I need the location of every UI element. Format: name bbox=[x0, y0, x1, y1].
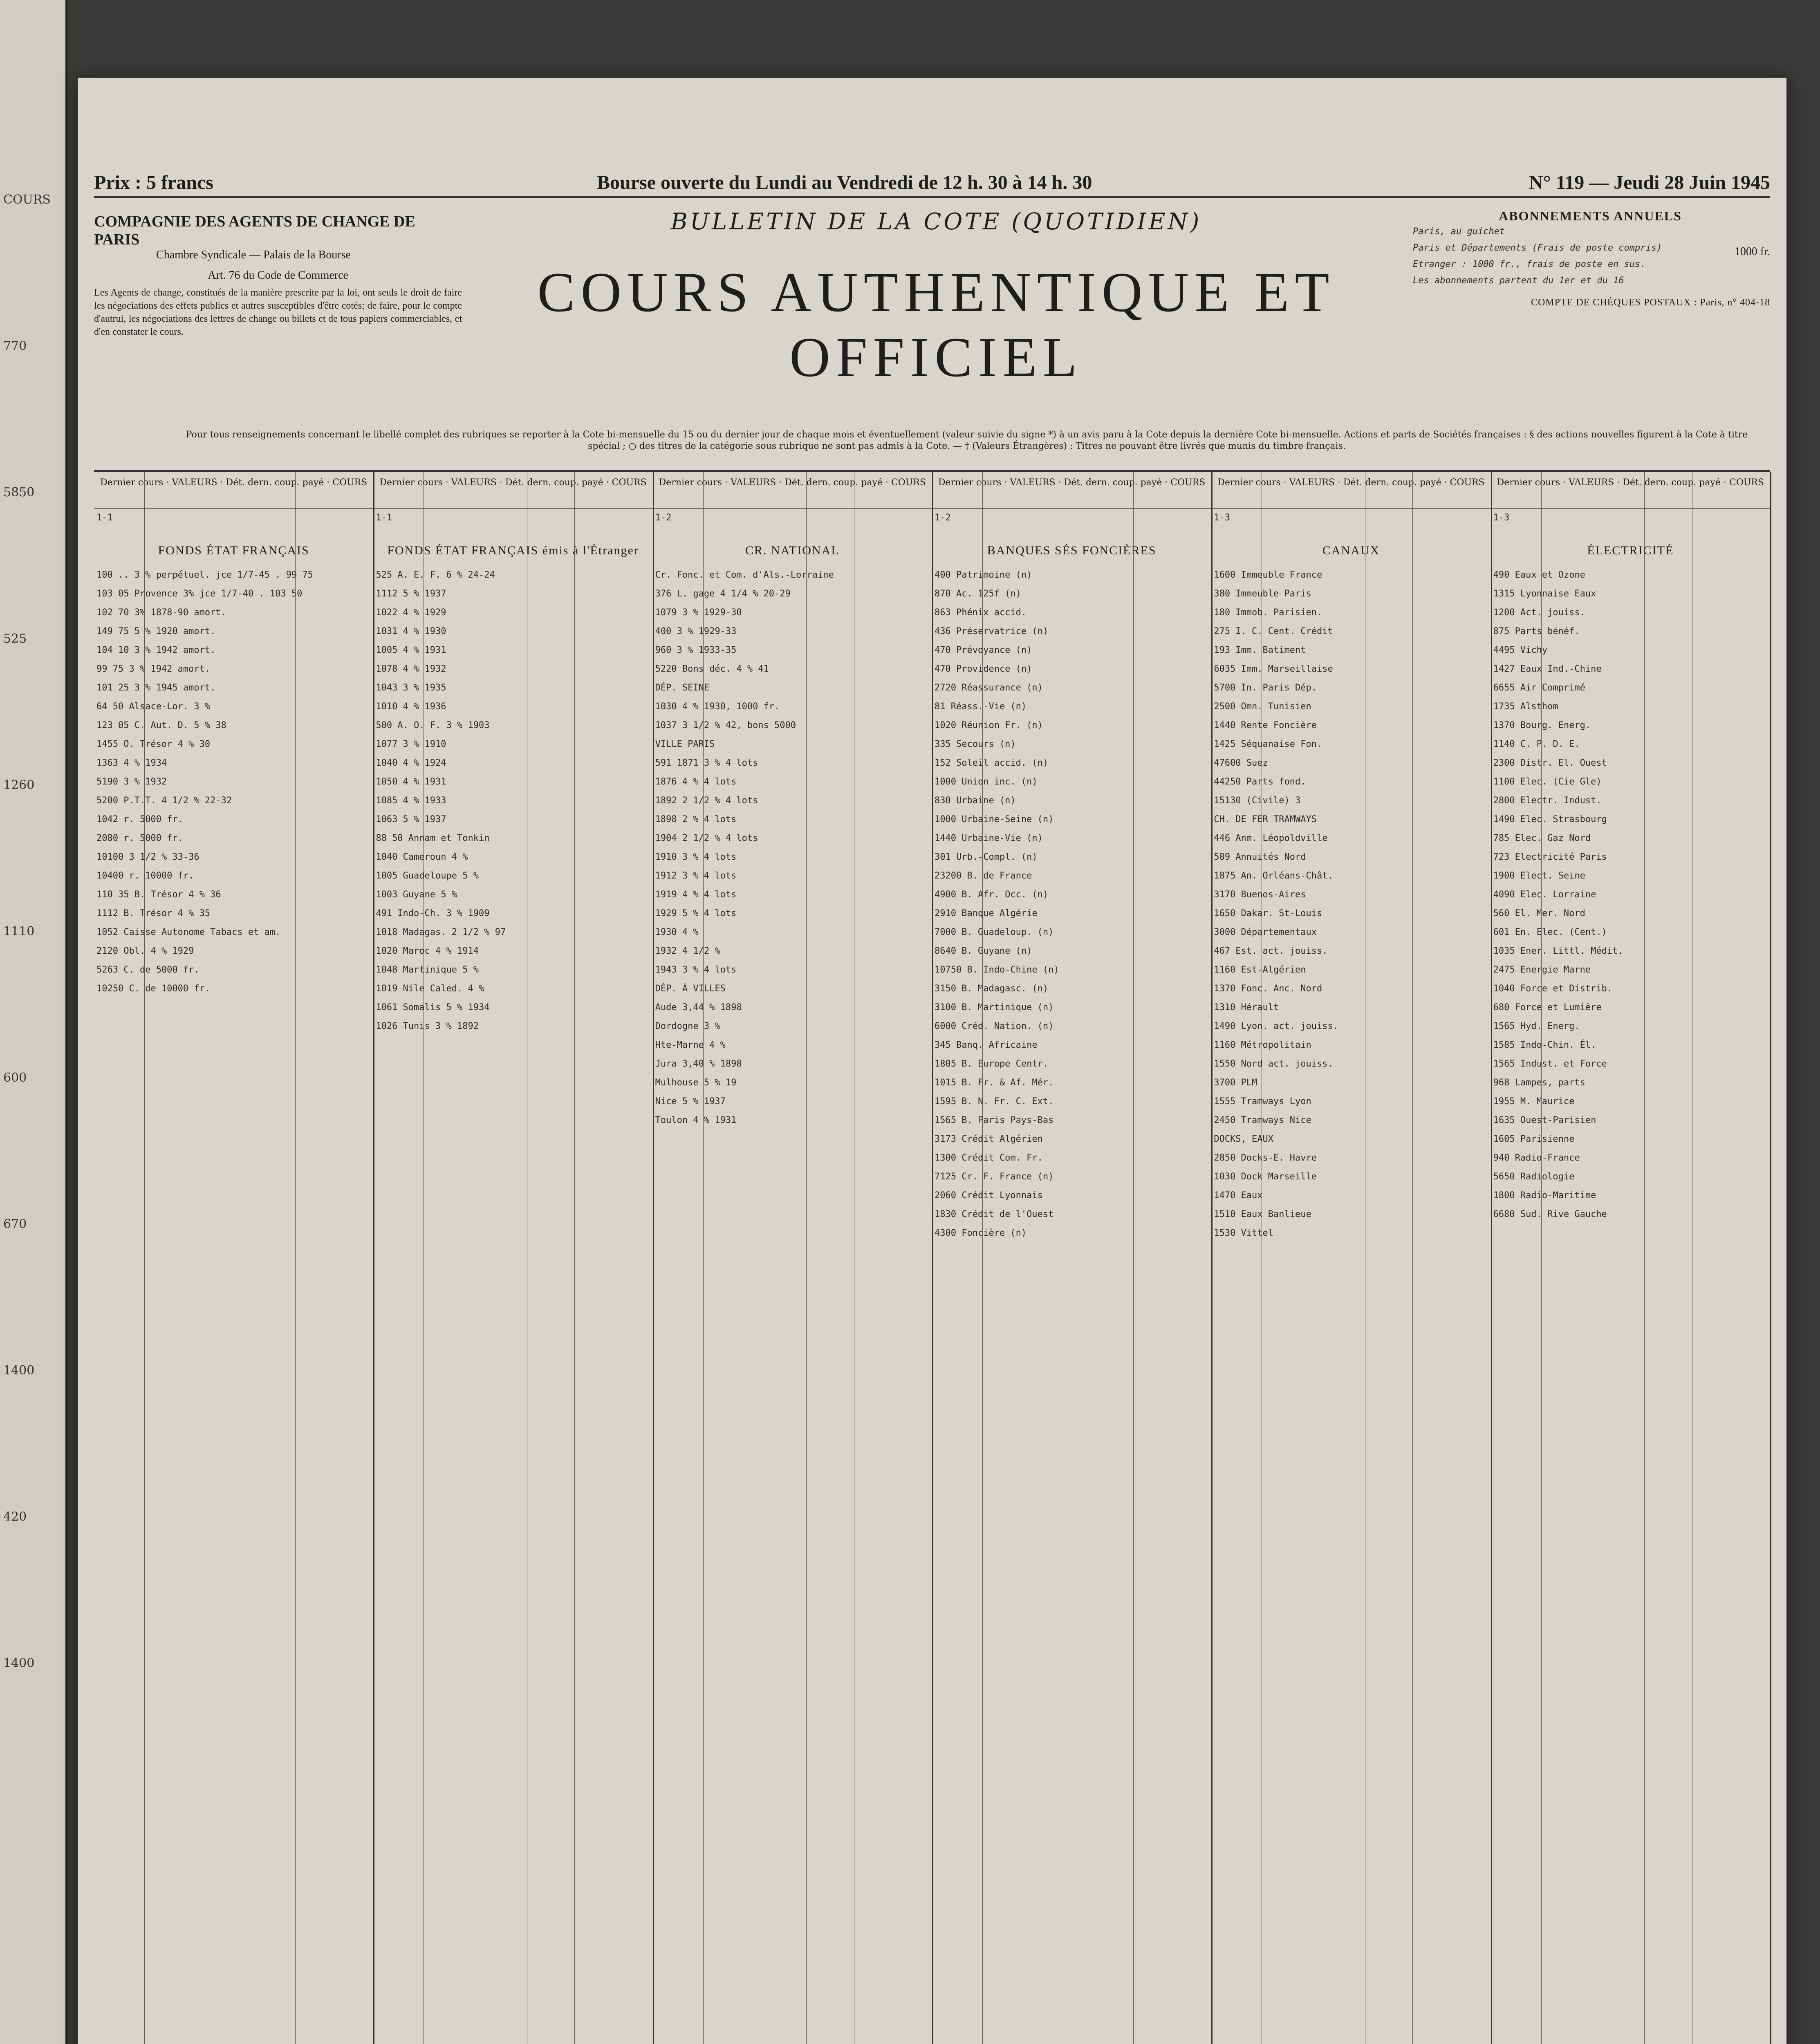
column-rule bbox=[1541, 472, 1542, 2044]
quote-row: 5190 3 % 1932 bbox=[96, 777, 167, 787]
quote-row: 123 05 C. Aut. D. 5 % 38 bbox=[96, 720, 226, 731]
quote-row: 1052 Caisse Autonome Tabacs et am. bbox=[96, 927, 281, 937]
quote-row: 470 Providence (n) bbox=[935, 664, 1032, 674]
quote-row: 2060 Crédit Lyonnais bbox=[935, 1190, 1043, 1201]
issue-number: N° 119 — Jeudi 28 Juin 1945 bbox=[1529, 172, 1770, 193]
strip-fragment: 1400 bbox=[3, 1656, 35, 1670]
strip-fragment: 770 bbox=[3, 339, 27, 353]
quote-row: 1010 4 % 1936 bbox=[376, 702, 446, 712]
column-header: Dernier cours · VALEURS · Dét. dern. coup. payé · COURS bbox=[94, 472, 373, 509]
quote-row: 110 35 B. Trésor 4 % 36 bbox=[96, 890, 221, 900]
section-heading: FONDS ÉTAT FRANÇAIS bbox=[158, 544, 309, 557]
quote-row: 1440 Rente Foncière bbox=[1214, 720, 1317, 731]
quote-row: 2300 Distr. El. Ouest bbox=[1493, 758, 1607, 768]
quote-row: 1455 O. Trésor 4 % 30 bbox=[96, 739, 211, 749]
quote-row: 1112 5 % 1937 bbox=[376, 589, 446, 599]
quote-row: 500 A. O. F. 3 % 1903 bbox=[376, 720, 490, 731]
quote-row: 1000 Union inc. (n) bbox=[935, 777, 1038, 787]
quote-row: 1892 2 1/2 % 4 lots bbox=[655, 796, 758, 806]
quote-row: 6000 Créd. Nation. (n) bbox=[935, 1021, 1054, 1031]
code-article: Art. 76 du Code de Commerce bbox=[208, 269, 348, 282]
quote-row: 2450 Tramways Nice bbox=[1214, 1115, 1311, 1125]
quote-row: 1565 B. Paris Pays-Bas bbox=[935, 1115, 1054, 1125]
quote-row: 1955 M. Maurice bbox=[1493, 1096, 1575, 1107]
quote-row: 3100 B. Martinique (n) bbox=[935, 1002, 1054, 1013]
quote-section bbox=[373, 472, 654, 2044]
code-text: Les Agents de change, constitués de la manière prescrite par la loi, ont seuls le droit de faire les négociations des effets publics et autres susceptibles d'être cotés; de faire, pour le compte d'autrui, les négociations des lettres de change ou billets et de tous papiers commerciables, et d'en constater le cours. bbox=[94, 287, 462, 337]
quote-row: 875 Parts bénéf. bbox=[1493, 626, 1580, 637]
quote-row: 4300 Foncière (n) bbox=[935, 1228, 1027, 1238]
quote-row: 103 05 Provence 3% jce 1/7-40 . 103 50 bbox=[96, 589, 303, 599]
quote-row: 1043 3 % 1935 bbox=[376, 683, 446, 693]
quote-row: 525 A. E. F. 6 % 24-24 bbox=[376, 570, 495, 580]
quote-row: 5650 Radiologie bbox=[1493, 1172, 1575, 1182]
section-code: 1-1 bbox=[96, 513, 113, 523]
cheques-account: COMPTE DE CHÈQUES POSTAUX : Paris, n° 404-18 bbox=[1531, 297, 1770, 308]
column-rule bbox=[1412, 472, 1413, 2044]
quote-row: 1876 4 % 4 lots bbox=[655, 777, 737, 787]
quote-row: 940 Radio-France bbox=[1493, 1153, 1580, 1163]
sub-paris: Paris, au guichet bbox=[1413, 226, 1505, 237]
quote-row: 6035 Imm. Marseillaise bbox=[1214, 664, 1333, 674]
quote-row: 680 Force et Lumière bbox=[1493, 1002, 1602, 1013]
quote-row: 1112 B. Trésor 4 % 35 bbox=[96, 908, 211, 919]
quote-row: DÉP. SEINE bbox=[655, 683, 710, 693]
quote-row: 301 Urb.-Compl. (n) bbox=[935, 852, 1038, 862]
quote-row: 8640 B. Guyane (n) bbox=[935, 946, 1032, 956]
quote-row: 960 3 % 1933-35 bbox=[655, 645, 737, 655]
quote-row: DÉP. À VILLES bbox=[655, 984, 726, 994]
section-code: 1-2 bbox=[655, 513, 672, 523]
quote-row: 1550 Nord act. jouiss. bbox=[1214, 1059, 1333, 1069]
strip-fragment: 420 bbox=[3, 1510, 27, 1524]
main-title: COURS AUTHENTIQUE ET OFFICIEL bbox=[537, 261, 1335, 388]
quote-row: 10250 C. de 10000 fr. bbox=[96, 984, 211, 994]
quote-row: 100 .. 3 % perpétuel. jce 1/7-45 . 99 75 bbox=[96, 570, 313, 580]
quote-row: VILLE PARIS bbox=[655, 739, 715, 749]
quote-row: 10750 B. Indo-Chine (n) bbox=[935, 965, 1059, 975]
strip-fragment: 670 bbox=[3, 1217, 27, 1231]
quote-row: 1370 Bourg. Energ. bbox=[1493, 720, 1591, 731]
quote-row: 1605 Parisienne bbox=[1493, 1134, 1575, 1144]
quote-row: 152 Soleil accid. (n) bbox=[935, 758, 1049, 768]
quote-row: 723 Electricité Paris bbox=[1493, 852, 1607, 862]
sub-foreign: Etranger : 1000 fr., frais de poste en sus. bbox=[1413, 259, 1646, 269]
strip-fragment: 525 bbox=[3, 632, 27, 646]
quote-row: 490 Eaux et Ozone bbox=[1493, 570, 1585, 580]
column-rule bbox=[1133, 472, 1134, 2044]
strip-fragment: COURS bbox=[3, 193, 51, 207]
strip-fragment: 600 bbox=[3, 1071, 27, 1085]
quote-section bbox=[653, 472, 933, 2044]
quote-row: 149 75 5 % 1920 amort. bbox=[96, 626, 216, 637]
column-rule bbox=[574, 472, 575, 2044]
quote-row: 1363 4 % 1934 bbox=[96, 758, 167, 768]
quote-row: 1100 Elec. (Cie Gle) bbox=[1493, 777, 1602, 787]
quote-row: 1315 Lyonnaise Eaux bbox=[1493, 589, 1596, 599]
quote-row: 1031 4 % 1930 bbox=[376, 626, 446, 637]
quote-row: 10400 r. 10000 fr. bbox=[96, 871, 194, 881]
quotes-grid bbox=[94, 470, 1770, 2044]
quote-row: 1005 4 % 1931 bbox=[376, 645, 446, 655]
newspaper-page bbox=[78, 78, 1786, 2044]
column-header: Dernier cours · VALEURS · Dét. dern. coup. payé · COURS bbox=[653, 472, 932, 509]
quote-row: 335 Secours (n) bbox=[935, 739, 1016, 749]
quote-row: 2720 Réassurance (n) bbox=[935, 683, 1043, 693]
quote-row: 2080 r. 5000 fr. bbox=[96, 833, 183, 843]
quote-row: 102 70 3% 1878-90 amort. bbox=[96, 607, 226, 618]
quote-row: 23200 B. de France bbox=[935, 871, 1032, 881]
sub-dept: Paris et Départements (Frais de poste compris) bbox=[1413, 243, 1662, 253]
quote-row: 1005 Guadeloupe 5 % bbox=[376, 871, 479, 881]
section-heading: BANQUES SÉS FONCIÈRES bbox=[987, 544, 1157, 557]
quote-row: 193 Imm. Batiment bbox=[1214, 645, 1306, 655]
quote-row: 560 El. Mer. Nord bbox=[1493, 908, 1585, 919]
quote-row: Cr. Fonc. et Com. d'Als.-Lorraine bbox=[655, 570, 834, 580]
quote-row: 1310 Hérault bbox=[1214, 1002, 1279, 1013]
quote-row: 1635 Ouest-Parisien bbox=[1493, 1115, 1596, 1125]
quote-row: 2910 Banque Algérie bbox=[935, 908, 1038, 919]
quote-row: 64 50 Alsace-Lor. 3 % bbox=[96, 702, 211, 712]
quote-row: 400 3 % 1929-33 bbox=[655, 626, 737, 637]
quote-row: 1079 3 % 1929-30 bbox=[655, 607, 742, 618]
quote-row: 2500 Omn. Tunisien bbox=[1214, 702, 1311, 712]
quote-row: 2475 Energie Marne bbox=[1493, 965, 1591, 975]
quote-row: Jura 3,40 % 1898 bbox=[655, 1059, 742, 1069]
quote-row: 1530 Vittel bbox=[1214, 1228, 1274, 1238]
section-heading: CR. NATIONAL bbox=[745, 544, 840, 557]
quote-row: 10100 3 1/2 % 33-36 bbox=[96, 852, 199, 862]
quote-row: DOCKS, EAUX bbox=[1214, 1134, 1274, 1144]
quote-row: 491 Indo-Ch. 3 % 1909 bbox=[376, 908, 490, 919]
quote-row: 3170 Buenos-Aires bbox=[1214, 890, 1306, 900]
quote-row: 5200 P.T.T. 4 1/2 % 22-32 bbox=[96, 796, 232, 806]
quote-row: 470 Prévoyance (n) bbox=[935, 645, 1032, 655]
quote-row: 1735 Alsthom bbox=[1493, 702, 1558, 712]
quote-row: 1037 3 1/2 % 42, bons 5000 bbox=[655, 720, 796, 731]
section-code: 1-3 bbox=[1214, 513, 1231, 523]
quote-row: 99 75 3 % 1942 amort. bbox=[96, 664, 211, 674]
quote-row: 1912 3 % 4 lots bbox=[655, 871, 737, 881]
quote-row: 400 Patrimoine (n) bbox=[935, 570, 1032, 580]
strip-fragment: 1110 bbox=[3, 924, 35, 939]
column-rule bbox=[295, 472, 296, 2044]
sub-price: 1000 fr. bbox=[1734, 245, 1770, 258]
quote-row: 1077 3 % 1910 bbox=[376, 739, 446, 749]
quote-row: 467 Est. act. jouiss. bbox=[1214, 946, 1328, 956]
quote-row: 1800 Radio-Maritime bbox=[1493, 1190, 1596, 1201]
quote-row: 376 L. gage 4 1/4 % 20-29 bbox=[655, 589, 791, 599]
column-header: Dernier cours · VALEURS · Dét. dern. coup. payé · COURS bbox=[1491, 472, 1770, 509]
quote-row: CH. DE FER TRAMWAYS bbox=[1214, 814, 1317, 825]
quote-row: 2800 Electr. Indust. bbox=[1493, 796, 1602, 806]
quote-row: 785 Elec. Gaz Nord bbox=[1493, 833, 1591, 843]
quote-row: 1440 Urbaine-Vie (n) bbox=[935, 833, 1043, 843]
quote-row: 2120 Obl. 4 % 1929 bbox=[96, 946, 194, 956]
quote-row: 1555 Tramways Lyon bbox=[1214, 1096, 1311, 1107]
quote-row: 446 Anm. Léopoldville bbox=[1214, 833, 1328, 843]
subscription-block bbox=[1410, 208, 1770, 308]
quote-row: 1061 Somalis 5 % 1934 bbox=[376, 1002, 490, 1013]
quote-section bbox=[1211, 472, 1492, 2044]
quote-row: 1085 4 % 1933 bbox=[376, 796, 446, 806]
quote-row: 1063 5 % 1937 bbox=[376, 814, 446, 825]
quote-section bbox=[932, 472, 1213, 2044]
strip-fragment: 5850 bbox=[3, 485, 35, 500]
quote-row: 4090 Elec. Lorraine bbox=[1493, 890, 1596, 900]
bulletin-title: BULLETIN DE LA COTE (QUOTIDIEN) bbox=[670, 208, 1202, 235]
quote-row: 1565 Hyd. Energ. bbox=[1493, 1021, 1580, 1031]
quote-row: 1030 Dock Marseille bbox=[1214, 1172, 1317, 1182]
quote-row: 1932 4 1/2 % bbox=[655, 946, 720, 956]
quote-row: 5263 C. de 5000 fr. bbox=[96, 965, 199, 975]
column-rule bbox=[806, 472, 807, 2044]
quote-row: 47600 Suez bbox=[1214, 758, 1268, 768]
quote-row: 1904 2 1/2 % 4 lots bbox=[655, 833, 758, 843]
notice-text: Pour tous renseignements concernant le libellé complet des rubriques se reporter à la Cote bi-mensuelle du 15 ou du dernier jour de chaque mois et éventuellement (valeur suivie du signe *) à un avis paru à la Cote depuis la dernière Cote bi-mensuelle. Actions et parts de Sociétés françaises : § des actions nouvelles figurent à la Cote à titre spécial ; ○ des titres de la catégorie sous rubrique ne sont pas admis à la Cote. — † (Valeurs Étrangères) : Titres ne pouvant être livrés que munis du timbre français. bbox=[186, 430, 1748, 451]
section-heading: CANAUX bbox=[1322, 544, 1380, 557]
quote-row: 1160 Est-Algérien bbox=[1214, 965, 1306, 975]
quote-row: Aude 3,44 % 1898 bbox=[655, 1002, 742, 1013]
section-heading: FONDS ÉTAT FRANÇAIS émis à l'Étranger bbox=[387, 544, 639, 557]
quote-row: 1030 4 % 1930, 1000 fr. bbox=[655, 702, 780, 712]
quote-row: 1050 4 % 1931 bbox=[376, 777, 446, 787]
quote-row: 44250 Parts fond. bbox=[1214, 777, 1306, 787]
quote-row: 1026 Tunis 3 % 1892 bbox=[376, 1021, 479, 1031]
quote-row: 6655 Air Comprimé bbox=[1493, 683, 1585, 693]
quote-row: 3000 Départementaux bbox=[1214, 927, 1317, 937]
quote-row: 1875 An. Orléans-Chât. bbox=[1214, 871, 1333, 881]
quote-row: 7000 B. Guadeloup. (n) bbox=[935, 927, 1054, 937]
quote-row: 1930 4 % bbox=[655, 927, 699, 937]
quote-row: 1370 Fonc. Anc. Nord bbox=[1214, 984, 1322, 994]
quote-row: 436 Préservatrice (n) bbox=[935, 626, 1049, 637]
column-rule bbox=[1644, 472, 1645, 2044]
quote-row: 3173 Crédit Algérien bbox=[935, 1134, 1043, 1144]
quote-row: 1490 Lyon. act. jouiss. bbox=[1214, 1021, 1338, 1031]
quote-row: 1919 4 % 4 lots bbox=[655, 890, 737, 900]
quote-row: 101 25 3 % 1945 amort. bbox=[96, 683, 216, 693]
quote-row: 5220 Bons déc. 4 % 41 bbox=[655, 664, 769, 674]
quote-row: 1020 Réunion Fr. (n) bbox=[935, 720, 1043, 731]
quote-row: 1040 Cameroun 4 % bbox=[376, 852, 468, 862]
quote-row: 1830 Crédit de l'Ouest bbox=[935, 1209, 1054, 1219]
quote-row: 1943 3 % 4 lots bbox=[655, 965, 737, 975]
quote-row: 1035 Ener. Littl. Médit. bbox=[1493, 946, 1623, 956]
quote-row: 1565 Indust. et Force bbox=[1493, 1059, 1607, 1069]
quote-row: 1040 Force et Distrib. bbox=[1493, 984, 1613, 994]
section-code: 1-1 bbox=[376, 513, 392, 523]
column-header: Dernier cours · VALEURS · Dét. dern. coup. payé · COURS bbox=[932, 472, 1211, 509]
quote-row: 1300 Crédit Com. Fr. bbox=[935, 1153, 1043, 1163]
quote-row: 1900 Elect. Seine bbox=[1493, 871, 1585, 881]
quote-row: 3150 B. Madagasc. (n) bbox=[935, 984, 1049, 994]
quote-row: Toulon 4 % 1931 bbox=[655, 1115, 737, 1125]
quote-row: 1020 Maroc 4 % 1914 bbox=[376, 946, 479, 956]
company-name: COMPAGNIE DES AGENTS DE CHANGE DE PARIS bbox=[94, 213, 415, 248]
quote-row: 5700 In. Paris Dép. bbox=[1214, 683, 1317, 693]
quote-section bbox=[94, 472, 374, 2044]
quote-row: 1898 2 % 4 lots bbox=[655, 814, 737, 825]
quote-row: Nice 5 % 1937 bbox=[655, 1096, 726, 1107]
quote-row: 1019 Nile Caled. 4 % bbox=[376, 984, 484, 994]
quote-row: 1595 B. N. Fr. C. Ext. bbox=[935, 1096, 1054, 1107]
quote-row: 1585 Indo-Chin. Él. bbox=[1493, 1040, 1596, 1050]
quote-row: 589 Annuités Nord bbox=[1214, 852, 1306, 862]
quote-row: 1929 5 % 4 lots bbox=[655, 908, 737, 919]
quote-row: 3700 PLM bbox=[1214, 1078, 1257, 1088]
price-label: Prix : 5 francs bbox=[94, 172, 213, 193]
strip-fragment: 1260 bbox=[3, 778, 35, 792]
quote-section bbox=[1491, 472, 1771, 2044]
company-block bbox=[94, 213, 462, 338]
quote-row: 1140 C. P. D. E. bbox=[1493, 739, 1580, 749]
subscriptions-title: ABONNEMENTS ANNUELS bbox=[1499, 208, 1682, 223]
company-subtitle: Chambre Syndicale — Palais de la Bourse bbox=[156, 249, 351, 261]
section-heading: ÉLECTRICITÉ bbox=[1587, 544, 1674, 557]
quote-row: 7125 Cr. F. France (n) bbox=[935, 1172, 1054, 1182]
quote-row: 1910 3 % 4 lots bbox=[655, 852, 737, 862]
quote-row: Hte-Marne 4 % bbox=[655, 1040, 726, 1050]
quote-row: 1425 Séquanaise Fon. bbox=[1214, 739, 1322, 749]
quote-row: 1078 4 % 1932 bbox=[376, 664, 446, 674]
quote-row: Dordogne 3 % bbox=[655, 1021, 720, 1031]
quote-row: 1600 Immeuble France bbox=[1214, 570, 1322, 580]
strip-fragment: 1400 bbox=[3, 1363, 35, 1378]
quote-row: 104 10 3 % 1942 amort. bbox=[96, 645, 216, 655]
quote-row: 1470 Eaux bbox=[1214, 1190, 1263, 1201]
quote-row: 6680 Sud. Rive Gauche bbox=[1493, 1209, 1607, 1219]
title-block bbox=[470, 208, 1402, 390]
quote-row: 863 Phénix accid. bbox=[935, 607, 1027, 618]
quote-row: 870 Ac. 125f (n) bbox=[935, 589, 1021, 599]
quote-row: 180 Immob. Parisien. bbox=[1214, 607, 1322, 618]
column-header: Dernier cours · VALEURS · Dét. dern. coup. payé · COURS bbox=[373, 472, 652, 509]
quote-row: 15130 (Civile) 3 bbox=[1214, 796, 1301, 806]
quote-row: 1510 Eaux Banlieue bbox=[1214, 1209, 1311, 1219]
quote-row: 1805 B. Europe Centr. bbox=[935, 1059, 1049, 1069]
quote-row: 591 1871 3 % 4 lots bbox=[655, 758, 758, 768]
quote-row: 81 Réass.-Vie (n) bbox=[935, 702, 1027, 712]
quote-row: 1490 Elec. Strasbourg bbox=[1493, 814, 1607, 825]
column-header: Dernier cours · VALEURS · Dét. dern. coup. payé · COURS bbox=[1211, 472, 1491, 509]
quote-row: 275 I. C. Cent. Crédit bbox=[1214, 626, 1333, 637]
section-code: 1-3 bbox=[1493, 513, 1510, 523]
quote-row: 345 Banq. Africaine bbox=[935, 1040, 1038, 1050]
adjacent-page-strip bbox=[0, 0, 68, 2044]
quote-row: 1200 Act. jouiss. bbox=[1493, 607, 1585, 618]
section-code: 1-2 bbox=[935, 513, 951, 523]
quote-row: 1160 Métropolitain bbox=[1214, 1040, 1311, 1050]
quote-row: 1018 Madagas. 2 1/2 % 97 bbox=[376, 927, 506, 937]
sub-period: Les abonnements partent du 1er et du 16 bbox=[1413, 276, 1624, 286]
quote-row: 1022 4 % 1929 bbox=[376, 607, 446, 618]
quote-row: 88 50 Annam et Tonkin bbox=[376, 833, 490, 843]
quote-row: 968 Lampes, parts bbox=[1493, 1078, 1585, 1088]
quote-row: 4495 Vichy bbox=[1493, 645, 1548, 655]
quote-row: 1015 B. Fr. & Af. Mér. bbox=[935, 1078, 1054, 1088]
quote-row: 1427 Eaux Ind.-Chine bbox=[1493, 664, 1602, 674]
column-rule bbox=[703, 472, 704, 2044]
column-rule bbox=[144, 472, 145, 2044]
quote-row: 1042 r. 5000 fr. bbox=[96, 814, 183, 825]
quote-row: 830 Urbaine (n) bbox=[935, 796, 1016, 806]
quote-row: 601 En. Elec. (Cent.) bbox=[1493, 927, 1607, 937]
quote-row: 1003 Guyane 5 % bbox=[376, 890, 457, 900]
quote-row: 1040 4 % 1924 bbox=[376, 758, 446, 768]
masthead-line bbox=[94, 172, 1770, 198]
column-rule bbox=[982, 472, 983, 2044]
quote-row: 1048 Martinique 5 % bbox=[376, 965, 479, 975]
quote-row: 1650 Dakar. St-Louis bbox=[1214, 908, 1322, 919]
quote-row: 380 Immeuble Paris bbox=[1214, 589, 1311, 599]
quote-row: 1000 Urbaine-Seine (n) bbox=[935, 814, 1054, 825]
quote-row: Mulhouse 5 % 19 bbox=[655, 1078, 737, 1088]
quote-row: 2850 Docks-E. Havre bbox=[1214, 1153, 1317, 1163]
quote-row: 4900 B. Afr. Occ. (n) bbox=[935, 890, 1049, 900]
market-hours: Bourse ouverte du Lundi au Vendredi de 12 h. 30 à 14 h. 30 bbox=[597, 172, 1092, 193]
